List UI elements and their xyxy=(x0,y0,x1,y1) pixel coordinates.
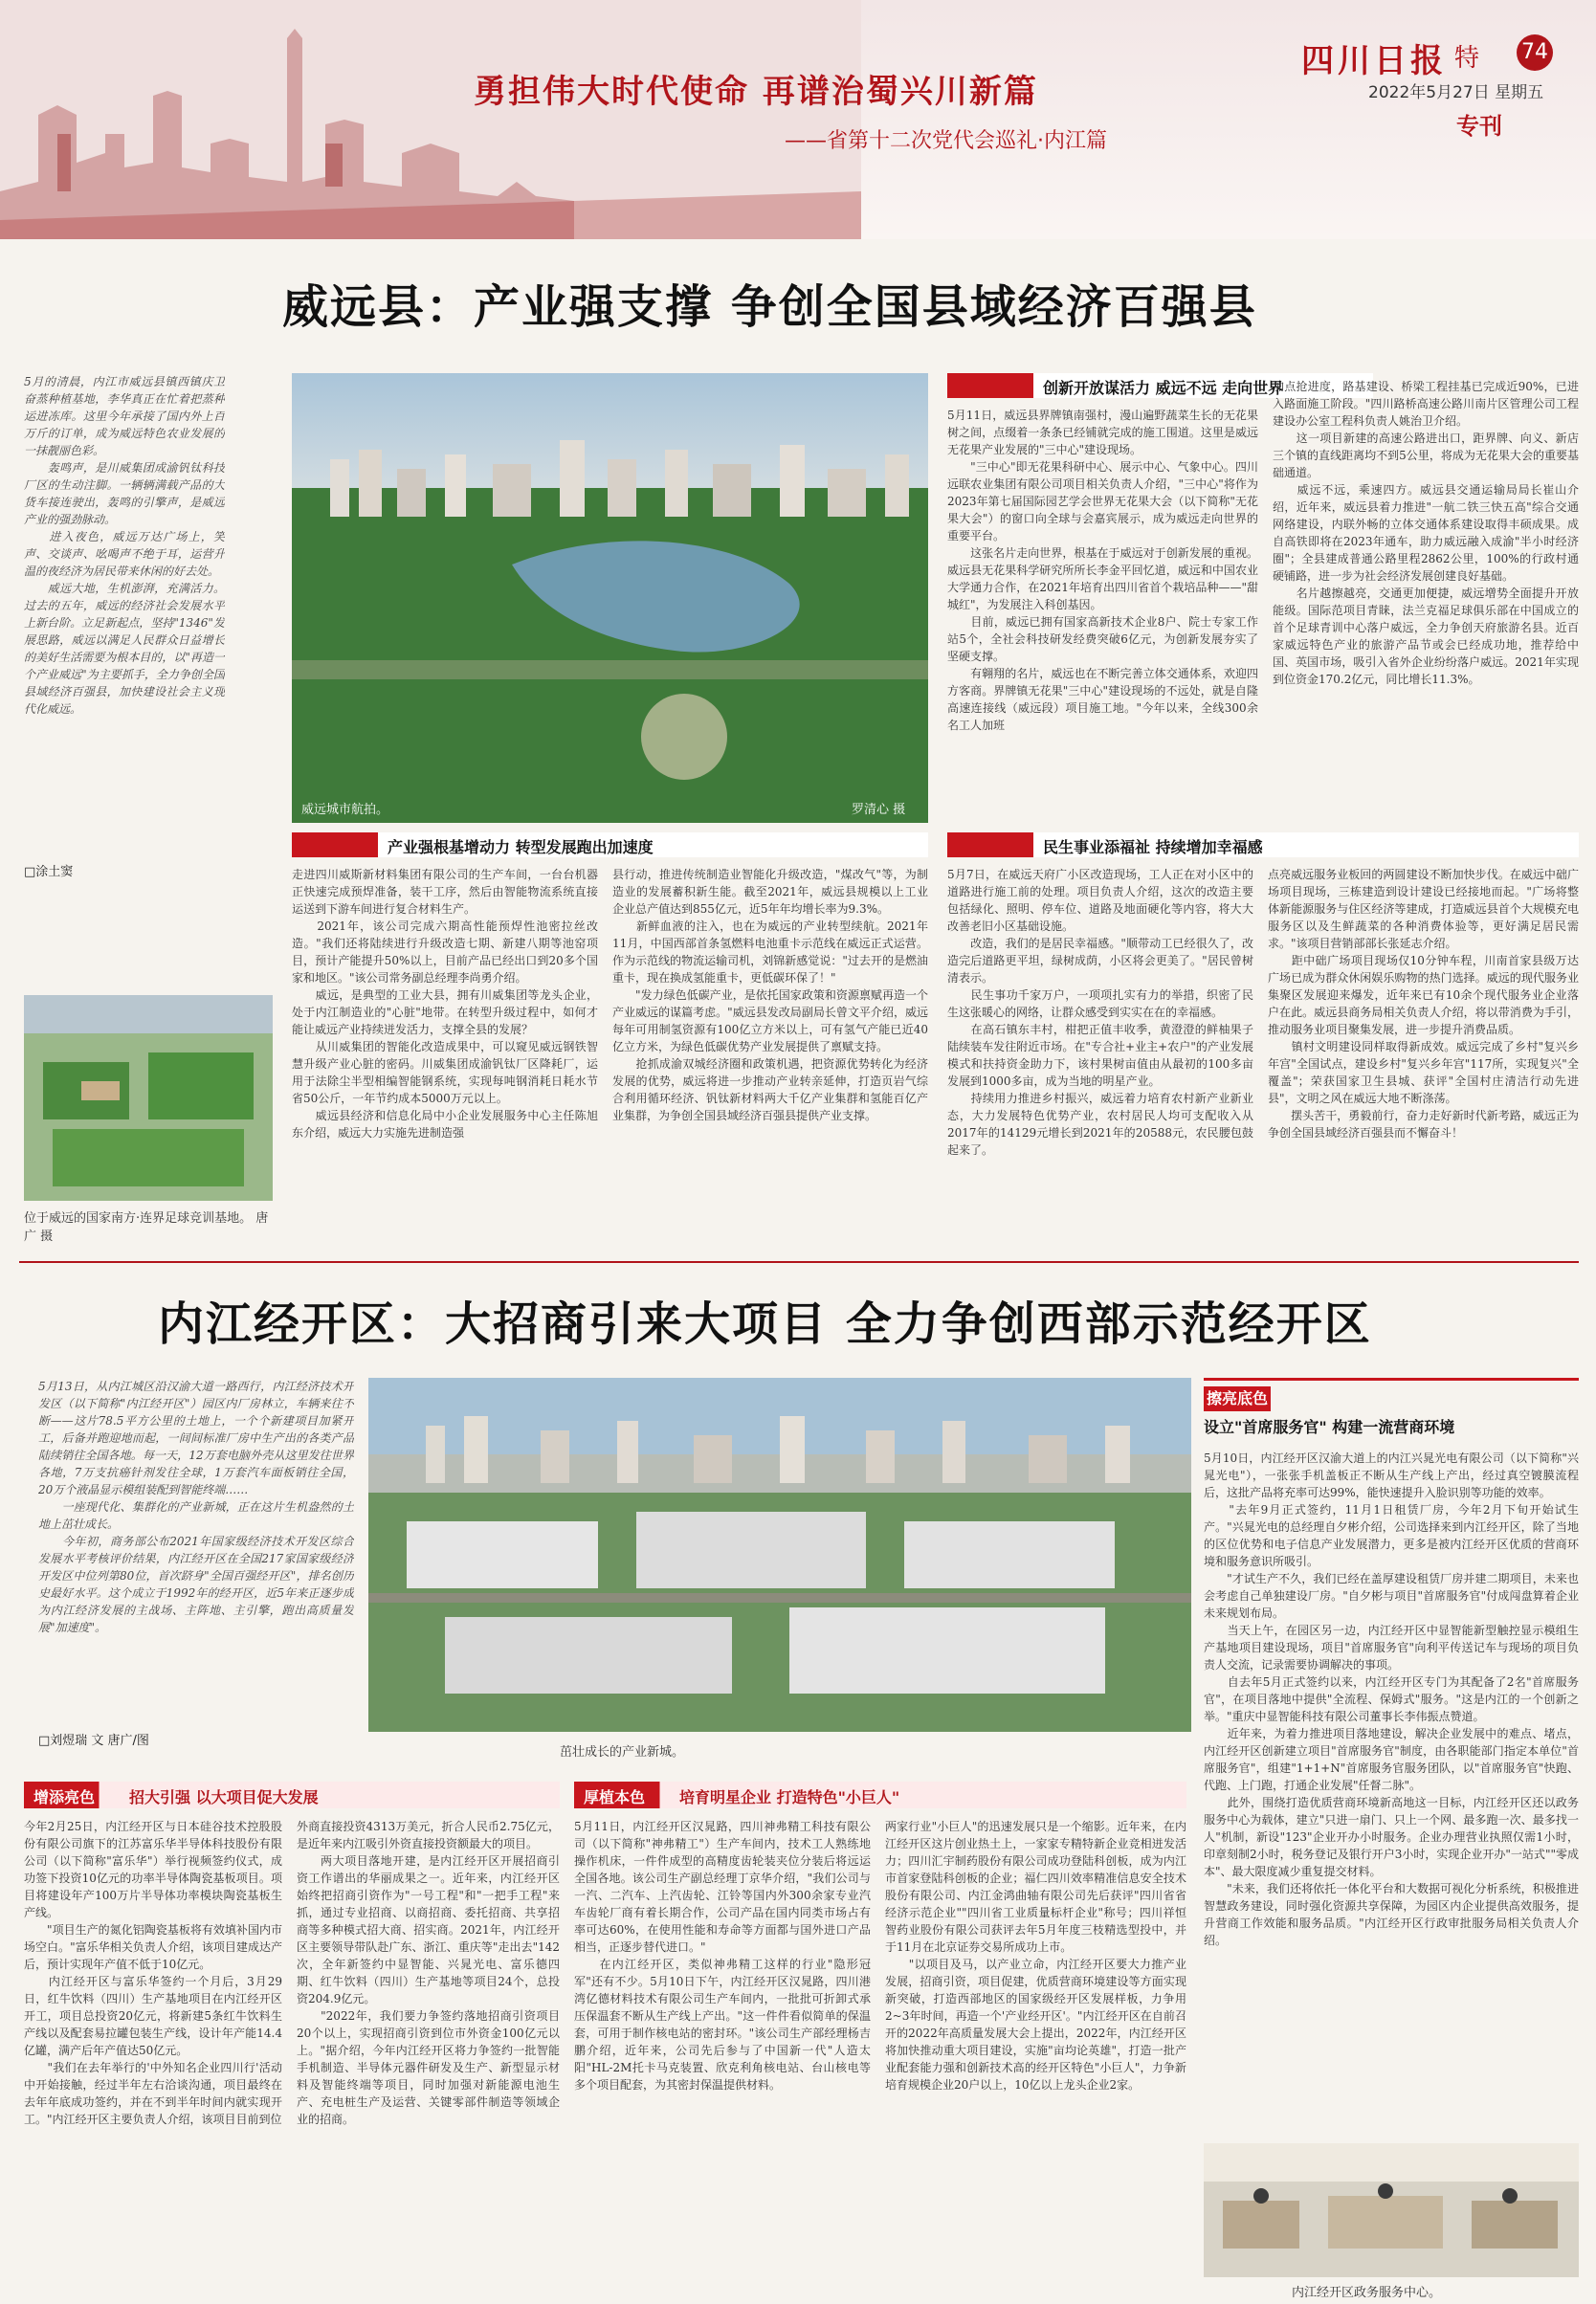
city-skyline-illustration xyxy=(0,0,861,239)
aerial-caption: 威远城市航拍。 xyxy=(301,803,389,817)
football-base-credit: 唐广 摄 xyxy=(24,1211,269,1244)
section2-header xyxy=(292,832,928,857)
section2-col2: 县行动，推进传统制造业智能化升级改造，"煤改气"等，为制造业的发展蓄积新生能。截至2021年，威远县规模以上工业企业总产值达到855亿元，近5年年均增长率为9.3%。 新鲜血液的注入，也在为威远的产业转型续航。2021年11月，中国西部首条氢燃料电池重卡示范线在威远正式运营。作为示范线的物流运输司机，刘锦新感觉说："过去开的是燃油重卡，现在换成氢能重卡，更低碳环保了！" "发力绿色低碳产业，是依托国家政策和资源禀赋再造一个产业威远的谋篇考虑。"威远县发改局副局长曾文平介绍，威远每年可用制氢资源有100亿立方米以上，可有氢气产能已近40亿立方米，为绿色低碳优势产业发展提供了禀赋支持。 抢抓成渝双城经济圈和政策机遇，把资源优势转化为经济发展的优势，威远将进一步推动产业转亲延伸，打造页岩气综合利用循环经济、钒钛新材料两大千亿产业集群和氢能百亿产业集群，为争创全国县域经济百强县提供产业支撑。 xyxy=(612,868,928,1122)
page-number-badge: 74 xyxy=(1517,34,1553,71)
banner-slogan-main: 勇担伟大时代使命 再谱治蜀兴川新篇 xyxy=(474,73,1038,111)
section3-header xyxy=(947,832,1579,857)
article2-lead: 5月13日，从内江城区沿汉渝大道一路西行，内江经济技术开发区（以下简称"内江经开区"）园区内厂房林立，车辆来往不断——这片78.5平方公里的土地上，一个个新建项目加紧开工，后备并跑迎地而起，一间间标准厂房中生产出的各类产品陆续销往全国各地。每一天，12万套电脑外壳从这里发往世界各地，7万支抗癌针剂发往全球，1万套汽车面板销往全国，20万个液晶显示模组装配到智能终端…… 一座现代化、集群化的产业新城，正在这片生机盎然的土地上茁壮成长。 今年初，商务部公布2021年国家级经济技术开发区综合发展水平考核评价结果，内江经开区在全国217家国家级经济开发区中位列第80位，首次跻身"全国百强经开区"，排名创历史最好水平。这个成立于1992年的经开区，近5年来正逐步成为内江经济发展的主战场、主阵地、主引擎，跑出高质量发展"加速度"。 xyxy=(38,1380,354,1634)
section2-title: 产业强根基增动力 转型发展跑出加速度 xyxy=(388,838,654,856)
banner-slogan-sub: ——省第十二次党代会巡礼·内江篇 xyxy=(785,129,1107,153)
section2-col1: 走进四川威斯新材料集团有限公司的生产车间，一台台机器正快速完成预焊准备，装干工序，然后由智能物流系统直接运送到下游车间进行复合材料生产。 2021年，该公司完成六期高性能预焊性池密拉丝改造。"我们还将陆续进行升级改造七期、新建八期等池窑项目，预计产能提升50%以上，目前产品已经出口到20多个国家和地区。"该公司常务副总经理李尚勇介绍。 威远，是典型的工业大县，拥有川威集团等龙头企业，处于内江制造业的"心脏"地带。在转型升级过程中，如何才能让威远产业持续迸发活力，支撑全县的发展？ 从川威集团的智能化改造成果中，可以窥见威远钢铁智慧升级产业心脏的密码。川威集团成渝钒钛厂区降耗厂，运用于法除尘半型相编智能钢系统，实现每吨钢消耗日耗水节省50公斤，一年节约成本5000万元以上。 威远县经济和信息化局中小企业发展服务中心主任陈旭东介绍，威远大力实施先进制造强 xyxy=(292,868,598,1140)
section-left-title: 招大引强 以大项目促大发展 xyxy=(129,1788,319,1806)
section-left-header xyxy=(24,1782,560,1808)
aerial-credit: 罗清心 摄 xyxy=(852,803,906,817)
section-side-label: 擦亮底色 xyxy=(1204,1386,1271,1411)
section3-title: 民生事业添福祉 持续增加幸福感 xyxy=(1043,838,1263,856)
section-side-title: 设立"首席服务官" 构建一流营商环境 xyxy=(1204,1418,1455,1436)
issue-date: 2022年5月27日 星期五 xyxy=(1368,83,1544,102)
article2-author: □刘煜瑞 文 唐广/图 xyxy=(38,1734,149,1748)
service-center-photo xyxy=(1204,2143,1579,2277)
article2-headline: 内江经开区：大招商引来大项目 全力争创西部示范经开区 xyxy=(158,1297,1372,1351)
section-mid-label: 厚植本色 xyxy=(584,1788,646,1806)
article1-headline: 威远县：产业强支撑 争创全国县域经济百强县 xyxy=(282,280,1257,334)
special-label: 特 xyxy=(1454,44,1480,73)
page-banner xyxy=(0,0,1596,239)
section-left-label: 增添亮色 xyxy=(33,1788,96,1806)
article1-author: □涂土窦 xyxy=(24,865,74,879)
section1-col2: 加点抢进度，路基建设、桥梁工程挂基已完成近90%，已进入路面施工阶段。"四川路桥高速公路川南片区管理公司工程建设办公室工程科负责人姚治卫介绍。 这一项目新建的高速公路进出口，距界牌、向义、新店三个镇的直线距离均不到5公里，将成为无花果大会的重要基础通道。 威远不远，乘速四方。威远县交通运输局局长崔山介绍，近年来，威远县着力推进"一航二铁三快五高"综合交通网络建设，内联外畅的立体交通体系建设取得丰硕成果。成自高铁即将在2023年通车，助力威远融入成渝"半小时经济圈"；全县建成普通公路里程2862公里，100%的行政村通硬铺路，进一步为社会经济发展创建良好基础。 名片越擦越亮，交通更加便捷，威远增势全面提升开放能级。国际范项目青睐，法兰克福足球俱乐部在中国成立的首个足球青训中心落户威远，全力争创天府旅游名县。近百家威远特色产业的旅游产品节或会已经成功地，推荐给中国、英国市场，吸引入省外企业纷纷落户威远。2021年实现到位资金170.2亿元，同比增长11.3%。 xyxy=(1273,380,1579,686)
newspaper-masthead: 四川日报 xyxy=(1301,42,1447,80)
football-base-photo xyxy=(24,995,273,1201)
section-side-body: 5月10日，内江经开区汉渝大道上的内江兴晁光电有限公司（以下简称"兴晁光电"），一张张手机盖板正不断从生产线上产出，经过真空镀膜流程后，这批产品将充率可达99%，能快速提升入脸识别等功能的效率。 "去年9月正式签约，11月1日租赁厂房，今年2月下旬开始试生产。"兴晁光电的总经理自夕彬介绍，公司选择来到内江经开区，除了当地的区位优势和电子信息产业发展潜力，更多是被内江经开区优质的营商环境和服务意识所吸引。 "才试生产不久，我们已经在盖厚建设租赁厂房并建二期项目，未来也会考虑自己单独建设厂房。"自夕彬与项目"首席服务官"付成闯盘算着企业未来规划布局。 当天上午，在园区另一边，内江经开区中显智能新型触控显示模组生产基地项目建设现场，项目"首席服务官"向利平传送记车与现场的项目负责人交流，记录需要协调解决的事项。 自去年5月正式签约以来，内江经开区专门为其配备了2名"首席服务官"，在项目落地中提供"全流程、保姆式"服务。"这是内江的一个创新之举。"重庆中显智能科技有限公司董事长李伟振点赞道。 近年来，为着力推进项目落地建设，解决企业发展中的难点、堵点，内江经开区创新建立项目"首席服务官"制度，由各职能部门指定本单位"首席服务官"，组建"1+1+N"首席服务官服务团队，以"首席服务官"快跑、代跑、上门跑，打通企业发展"任督二脉"。 此外，围绕打造优质营商环境新高地这一目标，内江经开区还以政务服务中心为载体，建立"只进一扇门、只上一个网、最多跑一次、最多找一人"机制，新设"123"企业开办小时服务。企业办理营业执照仅需1小时，印章刻制2小时，税务登记及银行开户3小时，实现企业开办"一站式""零成本"、最大限度减少重复提交材料。 "未来，我们还将依托一体化平台和大数据可视化分析系统，积极推进智慧政务建设，同时强化资源共享保障，为园区内企业提供高效服务，提升营商工作效能和服务品质。"内江经开区行政审批服务局相关负责人介绍。 xyxy=(1204,1451,1579,1947)
weiyuan-aerial-photo xyxy=(292,373,928,823)
section-mid-col1: 5月11日，内江经开区汉晁路，四川神弗精工科技有限公司（以下简称"神弗精工"）生产车间内，技术工人熟练地操作机床，一件件成型的高精度齿轮装夹位分装后将远运全国各地。该公司生产副总经理丁京华介绍，"我们公司与一汽、二汽车、上汽齿轮、江铃等国内外300余家专业汽车齿轮厂商有着长期合作，公司产品在国内同类市场占有率可达60%，在使用性能和寿命等方面都与国外进口产品相当，正逐步替代进口。" 在内江经开区，类似神弗精工这样的行业"隐形冠军"还有不少。5月10日下午，内江经开区汉晁路，四川港湾亿德材料技术有限公司生产车间内，一批批可折卸式承压保温套不断从生产线上产出。"这一件件看似简单的保温套，可用于制作核电站的密封环。"该公司生产部经理杨吉鹏介绍，近年来，公司先后参与了中国新一代"人造太阳"HL-2M托卡马克装置、欣克利角核电站、台山核电等多个项目配套，为其密封保温提供材料。 xyxy=(574,1820,871,2092)
section-mid-header xyxy=(574,1782,1186,1808)
section1-col1: 5月11日，威远县界牌镇南强村，漫山遍野蔬菜生长的无花果树之间，点缀着一条条已经铺就完成的施工围道。这里是威远无花果产业发展的"三中心"建设现场。 "三中心"即无花果科研中心、展示中心、气象中心。四川远联农业集团有限公司项目相关负责人介绍，"三中心"将作为2023年第七届国际园艺学会世界无花果大会（以下简称"无花果大会"）的窗口向全球与会嘉宾展示，成为威远走向世界的重要平台。 这张名片走向世界，根基在于威远对于创新发展的重视。威远县无花果科学研究所所长李金平回忆道，威远和中国农业大学通力合作，在2021年培育出四川省首个栽培品种——"甜城红"，为发展注入科创基因。 目前，威远已拥有国家高新技术企业8户、院士专家工作站5个，全社会科技研发经费突破6亿元，为创新发展夯实了坚硬支撑。 有翱翔的名片，威远也在不断完善立体交通体系，欢迎四方客商。界牌镇无花果"三中心"建设现场的不远处，就是自隆高速连接线（威远段）项目施工地。"今年以来，全线300余名工人加班 xyxy=(947,409,1258,732)
industrial-city-photo xyxy=(368,1378,1191,1732)
section1-title: 创新开放谋活力 威远不远 走向世界 xyxy=(1043,379,1284,397)
section-side-header xyxy=(1204,1378,1579,1435)
section-mid-title: 培育明星企业 打造特色"小巨人" xyxy=(679,1788,900,1806)
article1-lead: 5月的清晨，内江市威远县镇西镇庆卫奋蒸种植基地，李华真正在忙着把蒸种运进冻库。这里今年承接了国内外上百万斤的订单，成为威远特色农业发展的一抹靓丽色彩。 轰鸣声，是川威集团成渝钒钛科技厂区的生动注脚。一辆辆满载产品的大货车接连驶出，轰鸣的引擎声，是威远产业的强劲脉动。 进入夜色，威远万达广场上，笑声、交谈声、吆喝声不绝于耳，运营升温的夜经济为居民带来休闲的好去处。 威远大地，生机澎湃，充满活力。过去的五年，威远的经济社会发展水平上新台阶。立足新起点，坚持"1346"发展思路，威远以满足人民群众日益增长的美好生活需要为根本目的，以"再造一个产业威远"为主要抓手，全力争创全国县域经济百强县，加快建设社会主义现代化威远。 xyxy=(24,375,225,716)
section3-col1: 5月7日，在威远天府广小区改造现场，工人正在对小区中的道路进行施工前的处理。项目负责人介绍，这次的改造主要包括绿化、照明、停车位、道路及地面硬化等内容，将大大改善老旧小区基础设施。 改造，我们的是居民幸福感。"顺带动工已经很久了，改造完后道路更平坦，绿树成荫，小区将会更美了。"居民曾树清表示。 民生事功千家万户，一项项扎实有力的举措，织密了民生这张暖心的网络，让群众感受到实实在在的幸福感。 在高石镇东丰村，柑把正值丰收季，黄澄澄的鲜柚果子陆续装车发往附近市场。在"专合社+业主+农户"的产业发展模式和扶持资金助力下，该村果树亩值由从最初的100多亩发展到1000多亩，成为当地的明星产业。 持续用力推进乡村振兴，威远着力培育农村新产业新业态，大力发展特色优势产业，农村居民人均可支配收入从2017年的14129元增长到2021年的20588元，农民腰包鼓起来了。 xyxy=(947,868,1253,1157)
section-mid-col2: 两家行业"小巨人"的迅速发展只是一个缩影。近年来，在内江经开区这片创业热土上，一家家专精特新企业竞相迸发活力；四川汇宇制药股份有限公司成功登陆科创板，成为内江市首家登陆科创板的企业；福仁四川效率精准信息安全技术股份有限公司、内江金鸿曲轴有限公司先后获评"四川省省经济示范企业""四川省工业质量标杆企业"称号；四川祥恒智药业股份有限公司获评去年5月年度三枝精选型投中，并于11月在北京证券交易所成功上市。 "以项目及马，以产业立命，内江经开区要大力推产业发展，招商引资，项目促建，优质营商环境建设等方面实现新突破，打造西部地区的国家级经开区发展样板，力争用2~3年时间，再造一个'产业经开区'。"内江经开区在自前召开的2022年高质量发展大会上提出，2022年，内江经开区将加快推动重大项目建设，实施"亩均论英雄"，打造一批产业配套能力强和创新技术高的经开区特色"小巨人"，力争新培育规模企业20户以上，10亿以上龙头企业2家。 xyxy=(885,1820,1186,2092)
edition-label: 专刊 xyxy=(1456,113,1502,140)
article-divider xyxy=(19,1261,1579,1263)
service-center-caption: 内江经开区政务服务中心。 xyxy=(1292,2286,1442,2300)
section3-col2: 点亮威远服务业板回的两圆建设不断加快步伐。在威远中础广场项目现场，三栋建造到设计建设已经接地而起。"广场将整体新能源服务与住区经济等建成，打造威远县首个大规模充电服务区以及生鲜蔬菜的各种消费体验等，更好满足居民需求。"该项目营销部部长张延志介绍。 距中础广场项目现场仅10分钟车程，川南首家县级万达广场已成为群众休闲娱乐购物的热门选择。威远的现代服务业集聚区发展迎来爆发，近年来已有10余个现代服务业企业落户在此。威远县商务局相关负责人介绍，将以带消费为手引，推动服务业项目聚集发展，进一步提升消费品质。 镇村文明建设同样取得新成效。威远完成了乡村"复兴乡年宫"全国试点，建设乡村"复兴乡年宫"117所，实现复兴"全覆盖"；荣获国家卫生县城、获评"全国村庄清洁行动先进县"，文明之风在威远大地不断涤荡。 摆头苦干，勇毅前行，奋力走好新时代新考路，威远正为争创全国县域经济百强县而不懈奋斗！ xyxy=(1268,868,1579,1140)
section-left-col2: 外商直接投资4313万美元，折合人民币2.75亿元，是近年来内江吸引外资直接投资额最大的项目。 两大项目落地开建，是内江经开区开展招商引资工作谱出的华丽成果之一。近年来，内江经开区始终把招商引资作为"一号工程"和"一把手工程"来抓，通过专业招商、以商招商、委托招商、共享招商等多种模式招大商、招实商。2021年，内江经开区主要领导带队赴广东、浙江、重庆等"走出去"142次，全年新签约中显智能、兴晁光电、富乐德四期、红牛饮料（四川）生产基地等项目24个，总投资204.9亿元。 "2022年，我们要力争签约落地招商引资项目20个以上，实现招商引资到位市外资金100亿元以上。"据介绍，今年内江经开区将力争签约一批智能手机制造、半导体元器件研发及生产、新型显示材料及智能终端等项目，同时加强对新能源电池生产、充电桩生产及运营、关键零部件制造等领域企业的招商。 xyxy=(297,1820,560,2126)
football-base-caption: 位于威远的国家南方·连界足球竞训基地。 唐广 摄 xyxy=(24,1211,269,1244)
section-left-col1: 今年2月25日，内江经开区与日本硅谷技术控股股份有限公司旗下的江苏富乐华半导体科技股份有限公司（以下简称"富乐华"）举行视频签约仪式，成功签下投资10亿元的功率半导体陶瓷基板项目。项目将建设年产100万片半导体功率模块陶瓷基板生产线。 "项目生产的氮化铝陶瓷基板将有效填补国内市场空白。"富乐华相关负责人介绍，该项目建成达产后，预计实现年产值不低于10亿元。 内江经开区与富乐华签约一个月后，3月29日，红牛饮料（四川）生产基地项目在内江经开区开工，项目总投资20亿元，将新建5条红牛饮料生产线以及配套易拉罐包装生产线，设计年产能14.4亿罐，满产后年产值达50亿元。 "我们在去年举行的'中外知名企业四川行'活动中开始接触，经过半年左右洽谈沟通，项目最终在去年年底成功签约，并在不到半年时间内就实现开工。"内江经开区主要负责人介绍，该项目目前到位 xyxy=(24,1820,282,2126)
industrial-city-caption: 茁壮成长的产业新城。 xyxy=(560,1745,685,1760)
